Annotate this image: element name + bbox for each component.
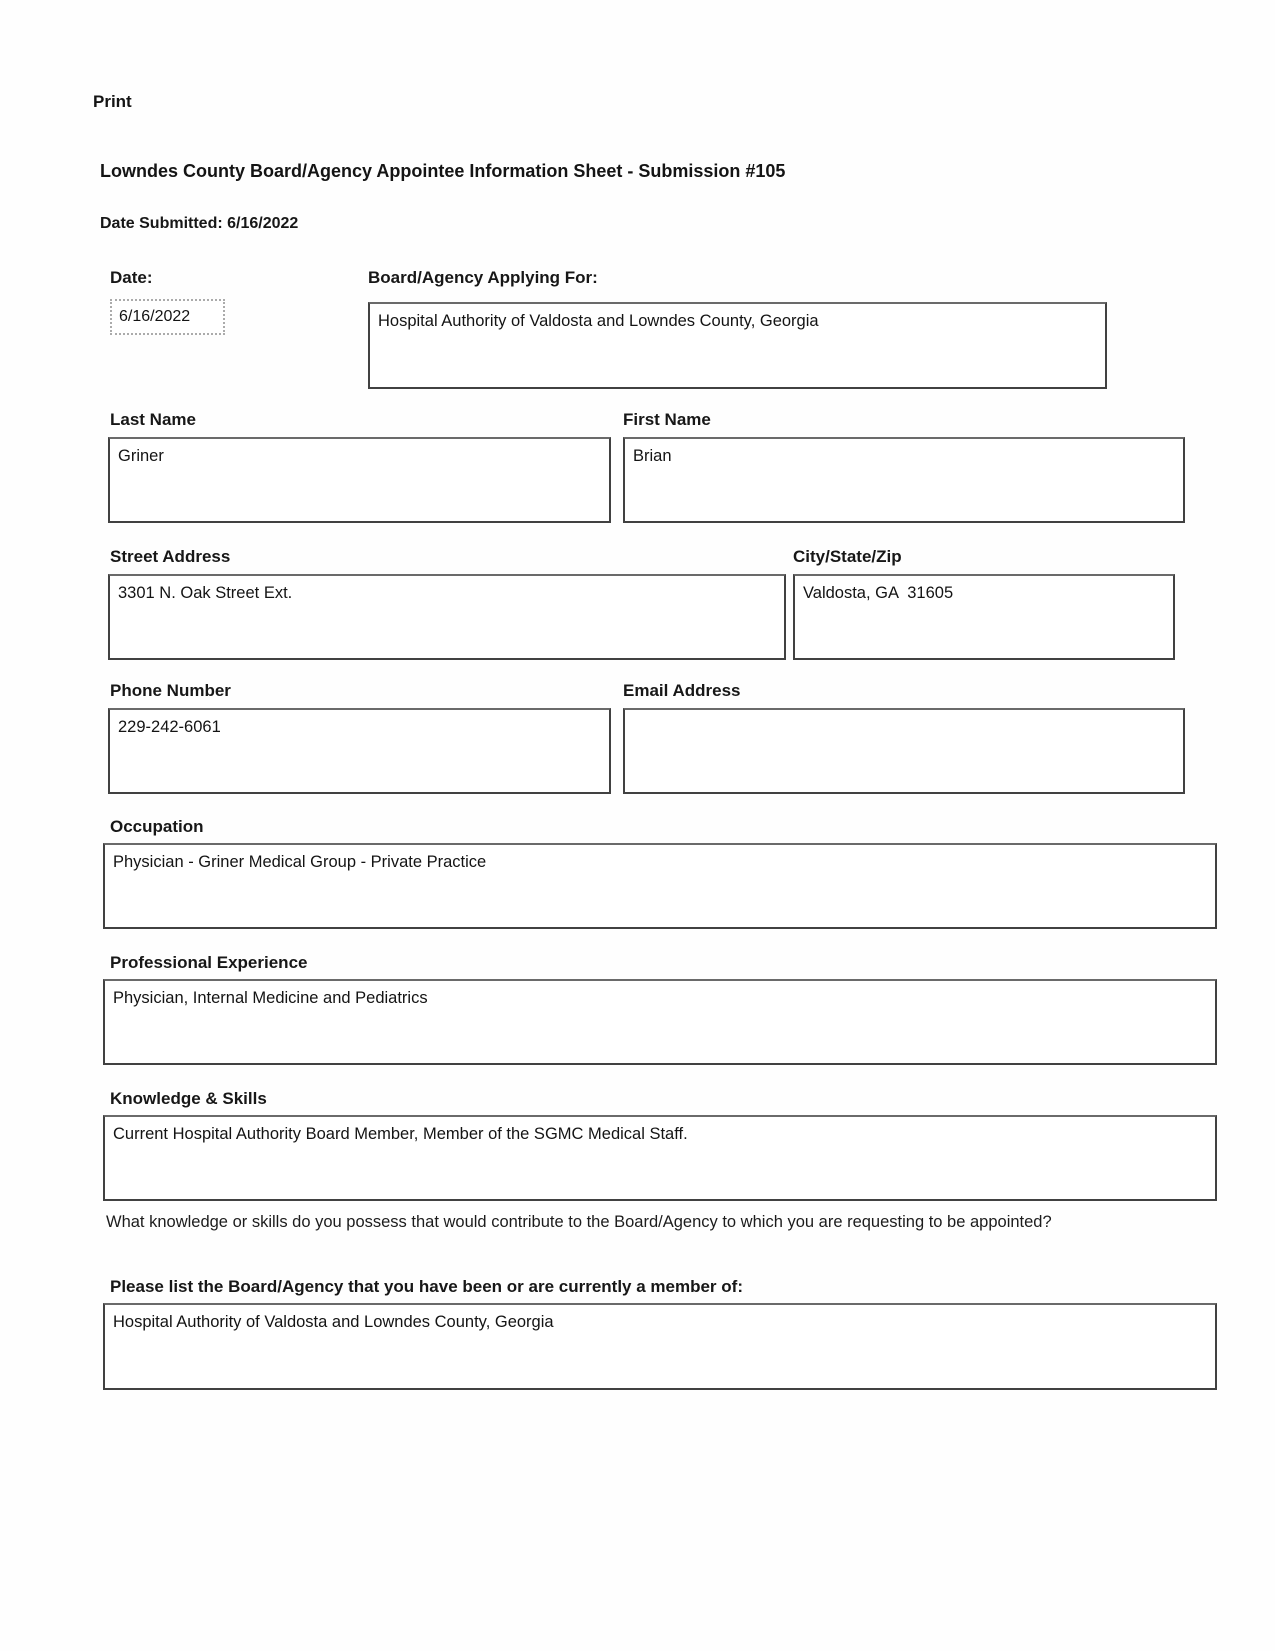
knowledge-skills-value: Current Hospital Authority Board Member, Member of the SGMC Medical Staff. bbox=[113, 1125, 688, 1143]
board-membership-label: Please list the Board/Agency that you have been or are currently a member of: bbox=[110, 1277, 743, 1296]
date-value: 6/16/2022 bbox=[119, 308, 191, 325]
first-name-input[interactable] bbox=[623, 437, 1185, 523]
professional-experience-input[interactable] bbox=[103, 979, 1217, 1065]
occupation-label: Occupation bbox=[110, 817, 204, 836]
occupation-input[interactable] bbox=[103, 843, 1217, 929]
board-membership-value: Hospital Authority of Valdosta and Lowndes County, Georgia bbox=[113, 1313, 554, 1331]
city-state-zip-input[interactable] bbox=[793, 574, 1175, 660]
email-address-value bbox=[625, 710, 1183, 722]
phone-number-input[interactable] bbox=[108, 708, 611, 794]
print-button[interactable]: Print bbox=[93, 92, 132, 111]
date-input[interactable] bbox=[110, 299, 225, 335]
date-label: Date: bbox=[110, 268, 153, 287]
street-address-label: Street Address bbox=[110, 547, 231, 566]
phone-number-value: 229-242-6061 bbox=[118, 718, 221, 736]
date-submitted-text: Date Submitted: 6/16/2022 bbox=[100, 215, 299, 232]
knowledge-skills-help-text: What knowledge or skills do you possess that would contribute to the Board/Agency to which you are requesting to be appointed? bbox=[106, 1213, 1052, 1231]
email-address-input[interactable] bbox=[623, 708, 1185, 794]
board-agency-label: Board/Agency Applying For: bbox=[368, 268, 598, 287]
last-name-value: Griner bbox=[118, 447, 164, 465]
page-title: Lowndes County Board/Agency Appointee Information Sheet - Submission #105 bbox=[100, 161, 786, 181]
knowledge-skills-label: Knowledge & Skills bbox=[110, 1089, 267, 1108]
city-state-zip-label: City/State/Zip bbox=[793, 547, 902, 566]
board-membership-input[interactable] bbox=[103, 1303, 1217, 1390]
phone-number-label: Phone Number bbox=[110, 681, 231, 700]
professional-experience-value: Physician, Internal Medicine and Pediatrics bbox=[113, 989, 428, 1007]
occupation-value: Physician - Griner Medical Group - Private Practice bbox=[113, 853, 487, 871]
last-name-label: Last Name bbox=[110, 410, 196, 429]
board-agency-input[interactable] bbox=[368, 302, 1107, 389]
first-name-value: Brian bbox=[633, 447, 672, 465]
board-agency-value: Hospital Authority of Valdosta and Lowndes County, Georgia bbox=[378, 312, 819, 330]
professional-experience-label: Professional Experience bbox=[110, 953, 308, 972]
city-state-zip-value: Valdosta, GA 31605 bbox=[803, 584, 954, 602]
email-address-label: Email Address bbox=[623, 681, 741, 700]
street-address-input[interactable] bbox=[108, 574, 786, 660]
first-name-label: First Name bbox=[623, 410, 711, 429]
last-name-input[interactable] bbox=[108, 437, 611, 523]
knowledge-skills-input[interactable] bbox=[103, 1115, 1217, 1201]
street-address-value: 3301 N. Oak Street Ext. bbox=[118, 584, 293, 602]
